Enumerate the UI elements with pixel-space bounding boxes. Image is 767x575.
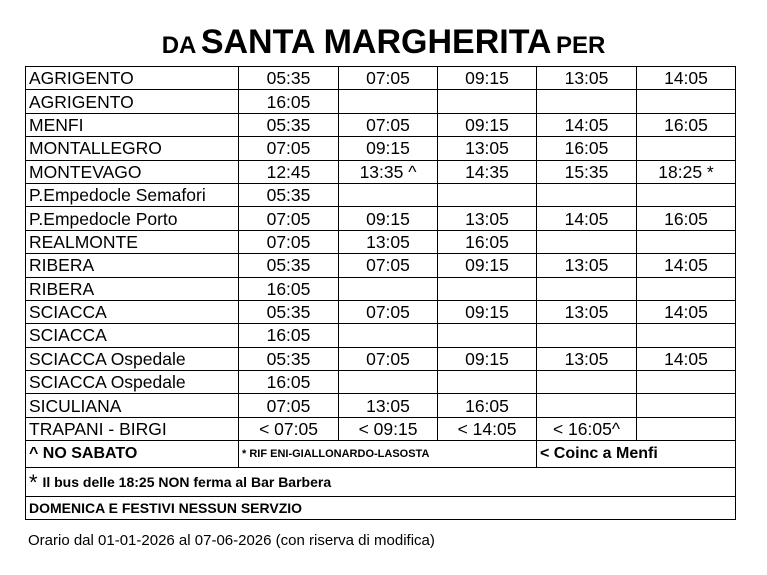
time-cell: 14:05	[637, 67, 736, 90]
schedule-row	[26, 324, 736, 347]
title-main: SANTA MARGHERITA	[200, 23, 552, 61]
time-cell	[637, 90, 736, 113]
note-rif: * RIF ENI-GIALLONARDO-LASOSTA	[239, 441, 537, 468]
time-cell: 13:05	[339, 230, 438, 253]
time-cell	[537, 371, 637, 394]
schedule-row	[26, 160, 736, 183]
destination-cell: AGRIGENTO	[26, 67, 239, 90]
schedule-row	[26, 394, 736, 417]
destination-cell: RIBERA	[26, 277, 239, 300]
time-cell: 13:05	[438, 207, 537, 230]
time-cell: 16:05	[438, 230, 537, 253]
time-cell	[637, 324, 736, 347]
time-cell: 05:35	[239, 183, 339, 206]
time-cell	[438, 183, 537, 206]
time-cell	[637, 394, 736, 417]
time-cell: 13:05	[537, 254, 637, 277]
time-cell	[438, 371, 537, 394]
note-bar-barbera-cell	[26, 468, 736, 497]
destination-cell: SICULIANA	[26, 394, 239, 417]
time-cell	[637, 277, 736, 300]
time-cell	[438, 90, 537, 113]
schedule-row	[26, 113, 736, 136]
destination-cell: SCIACCA	[26, 300, 239, 323]
destination-cell: SCIACCA	[26, 324, 239, 347]
time-cell: 14:05	[537, 113, 637, 136]
time-cell: 14:35	[438, 160, 537, 183]
time-cell: 13:05	[537, 347, 637, 370]
schedule-table	[25, 66, 736, 520]
destination-cell: TRAPANI - BIRGI	[26, 417, 239, 440]
destination-cell: AGRIGENTO	[26, 90, 239, 113]
time-cell: 07:05	[339, 113, 438, 136]
destination-cell: SCIACCA Ospedale	[26, 347, 239, 370]
time-cell: 16:05	[637, 207, 736, 230]
schedule-row	[26, 347, 736, 370]
time-cell: 16:05	[239, 324, 339, 347]
time-cell: 14:05	[537, 207, 637, 230]
time-cell	[537, 394, 637, 417]
time-cell: 18:25 *	[637, 160, 736, 183]
time-cell: 05:35	[239, 347, 339, 370]
schedule-row	[26, 137, 736, 160]
time-cell: 15:35	[537, 160, 637, 183]
time-cell: < 07:05	[239, 417, 339, 440]
time-cell	[637, 230, 736, 253]
validity-note: Orario dal 01-01-2026 al 07-06-2026 (con riserva di modifica)	[28, 532, 435, 549]
schedule-notes	[26, 441, 736, 520]
time-cell: 07:05	[239, 230, 339, 253]
time-cell: < 16:05^	[537, 417, 637, 440]
time-cell	[637, 137, 736, 160]
time-cell	[438, 324, 537, 347]
notes-row	[26, 441, 736, 468]
time-cell: 09:15	[339, 207, 438, 230]
time-cell: 09:15	[339, 137, 438, 160]
note-no-sabato: ^ NO SABATO	[26, 441, 239, 468]
destination-cell: MONTALLEGRO	[26, 137, 239, 160]
time-cell: 16:05	[637, 113, 736, 136]
time-cell	[537, 230, 637, 253]
destination-cell: MENFI	[26, 113, 239, 136]
note-star: *	[29, 470, 38, 496]
title-prefix: DA	[161, 32, 197, 59]
time-cell: 16:05	[239, 371, 339, 394]
schedule-body	[26, 67, 736, 441]
time-cell	[339, 90, 438, 113]
time-cell: 05:35	[239, 113, 339, 136]
note-festivi-row	[26, 497, 736, 520]
time-cell: 14:05	[637, 254, 736, 277]
time-cell	[537, 183, 637, 206]
schedule-row	[26, 277, 736, 300]
time-cell	[637, 371, 736, 394]
time-cell: < 09:15	[339, 417, 438, 440]
time-cell	[339, 371, 438, 394]
time-cell: 13:05	[537, 300, 637, 323]
note-coinc: < Coinc a Menfi	[537, 441, 736, 468]
time-cell: 14:05	[637, 300, 736, 323]
time-cell: 16:05	[438, 394, 537, 417]
time-cell: 12:45	[239, 160, 339, 183]
schedule-row	[26, 254, 736, 277]
note-festivi: DOMENICA E FESTIVI NESSUN SERVZIO	[26, 497, 736, 520]
page-title	[0, 18, 767, 73]
time-cell	[339, 277, 438, 300]
time-cell: 09:15	[438, 113, 537, 136]
time-cell: 13:35 ^	[339, 160, 438, 183]
time-cell: 07:05	[339, 67, 438, 90]
time-cell: 07:05	[239, 207, 339, 230]
time-cell	[339, 324, 438, 347]
schedule-row	[26, 183, 736, 206]
schedule-row	[26, 417, 736, 440]
time-cell: 05:35	[239, 67, 339, 90]
time-cell: 07:05	[339, 347, 438, 370]
schedule-row	[26, 230, 736, 253]
time-cell: 09:15	[438, 67, 537, 90]
destination-cell: SCIACCA Ospedale	[26, 371, 239, 394]
time-cell: 09:15	[438, 254, 537, 277]
schedule-row	[26, 371, 736, 394]
destination-cell: P.Empedocle Porto	[26, 207, 239, 230]
destination-cell: REALMONTE	[26, 230, 239, 253]
time-cell	[339, 183, 438, 206]
time-cell: 16:05	[239, 90, 339, 113]
destination-cell: RIBERA	[26, 254, 239, 277]
time-cell: 09:15	[438, 347, 537, 370]
time-cell	[637, 183, 736, 206]
time-cell: 16:05	[537, 137, 637, 160]
time-cell	[537, 324, 637, 347]
time-cell: 07:05	[339, 254, 438, 277]
schedule-row	[26, 67, 736, 90]
time-cell: 07:05	[239, 394, 339, 417]
note-bar-barbera: Il bus delle 18:25 NON ferma al Bar Barbera	[42, 474, 332, 491]
time-cell	[537, 277, 637, 300]
time-cell: 13:05	[537, 67, 637, 90]
time-cell	[537, 90, 637, 113]
time-cell	[438, 277, 537, 300]
time-cell: 09:15	[438, 300, 537, 323]
destination-cell: MONTEVAGO	[26, 160, 239, 183]
time-cell: 13:05	[339, 394, 438, 417]
time-cell: 05:35	[239, 254, 339, 277]
time-cell: 14:05	[637, 347, 736, 370]
title-suffix: PER	[555, 32, 606, 59]
schedule-row	[26, 207, 736, 230]
time-cell: 07:05	[339, 300, 438, 323]
schedule-row	[26, 90, 736, 113]
time-cell: 05:35	[239, 300, 339, 323]
schedule-row	[26, 300, 736, 323]
note-bar-barbera-row	[26, 468, 736, 497]
destination-cell: P.Empedocle Semafori	[26, 183, 239, 206]
time-cell: 13:05	[438, 137, 537, 160]
time-cell	[637, 417, 736, 440]
time-cell: 07:05	[239, 137, 339, 160]
time-cell: < 14:05	[438, 417, 537, 440]
time-cell: 16:05	[239, 277, 339, 300]
